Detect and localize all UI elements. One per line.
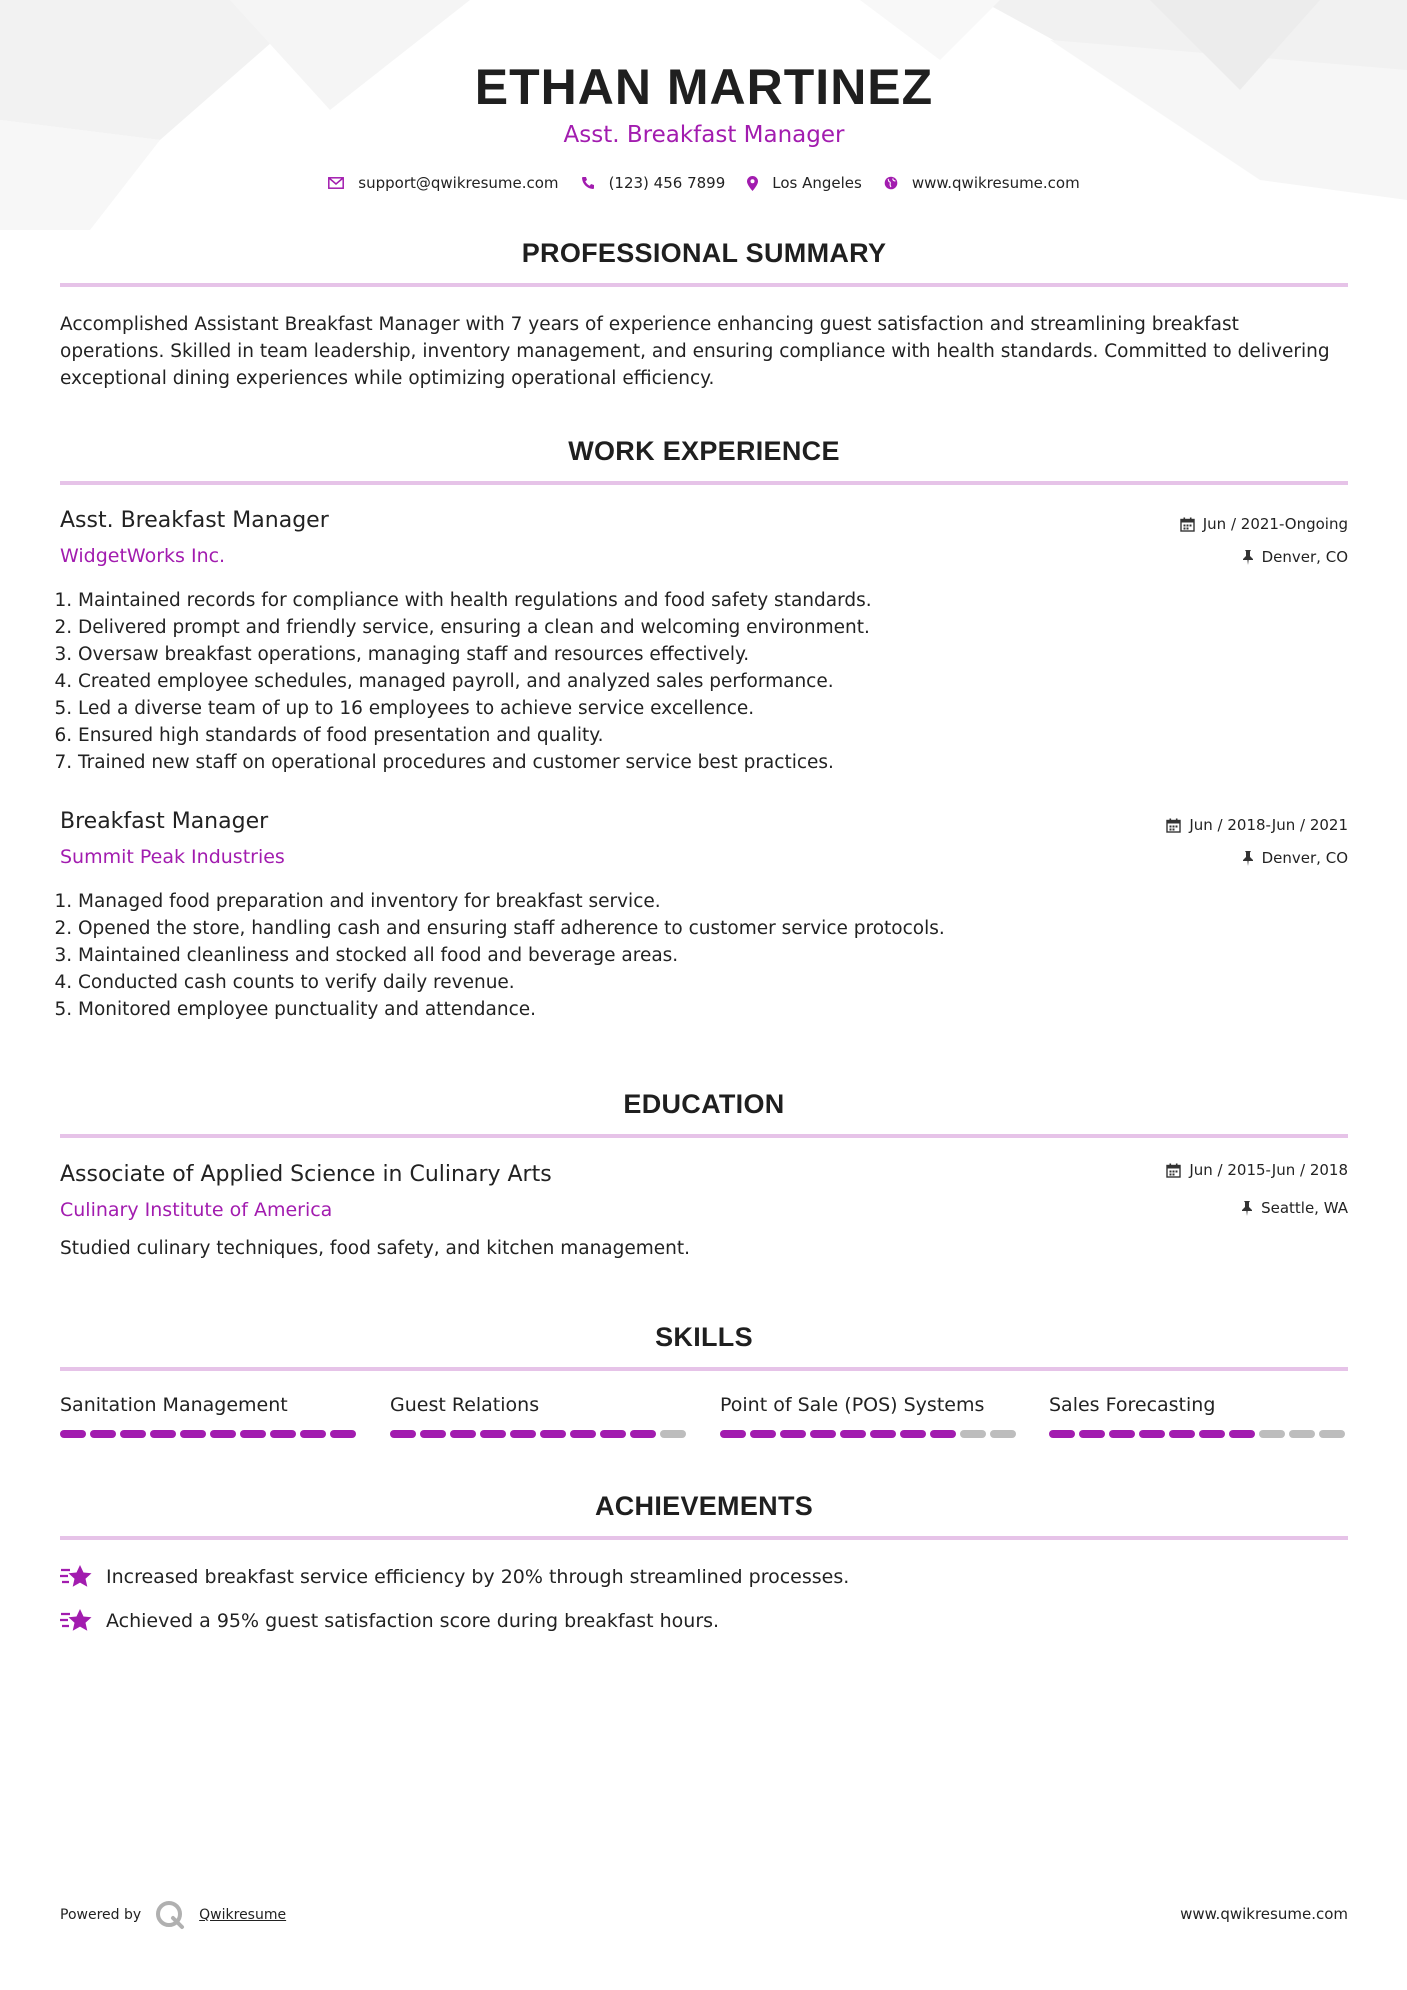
contact-location xyxy=(747,174,862,192)
map-pin-icon xyxy=(747,176,758,191)
skill-level-segment xyxy=(1199,1430,1225,1438)
degree-title: Associate of Applied Science in Culinary Arts xyxy=(60,1162,552,1187)
job-bullet: 6. Ensured high standards of food presentation and quality. xyxy=(78,722,1366,749)
skill-level-segment xyxy=(1169,1430,1195,1438)
skill-level-segment xyxy=(780,1430,806,1438)
skill-level-segment xyxy=(1109,1430,1135,1438)
job-bullets xyxy=(60,587,1366,776)
job-bullet: 1. Maintained records for compliance with health regulations and food safety standards. xyxy=(78,587,1366,614)
skill-level-segment xyxy=(1229,1430,1255,1438)
experience-heading: WORK EXPERIENCE xyxy=(568,436,840,466)
job-bullet: 3. Maintained cleanliness and stocked all food and beverage areas. xyxy=(78,942,1366,969)
candidate-role: Asst. Breakfast Manager xyxy=(563,122,845,148)
job-location xyxy=(1242,548,1348,566)
skill-item xyxy=(720,1394,1020,1438)
skill-level-segment xyxy=(1079,1430,1105,1438)
job-bullet: 4. Conducted cash counts to verify daily revenue. xyxy=(78,969,1366,996)
qwikresume-brand-link[interactable]: Qwikresume xyxy=(199,1907,287,1923)
experience-divider xyxy=(60,481,1348,485)
skill-level-segment xyxy=(210,1430,236,1438)
skill-level-segment xyxy=(720,1430,746,1438)
contact-phone-text: (123) 456 7899 xyxy=(608,174,726,192)
qwikresume-logo-icon xyxy=(155,1900,185,1930)
skill-level-segment xyxy=(600,1430,626,1438)
summary-heading: PROFESSIONAL SUMMARY xyxy=(521,238,887,268)
job-dates-text: Jun / 2018-Jun / 2021 xyxy=(1189,816,1348,834)
skill-level-segment xyxy=(1049,1430,1075,1438)
skill-level-segment xyxy=(1319,1430,1345,1438)
job-bullets xyxy=(60,888,1366,1023)
education-description: Studied culinary techniques, food safety, and kitchen management. xyxy=(60,1238,691,1259)
skill-level-segment xyxy=(990,1430,1016,1438)
skill-level-segment xyxy=(330,1430,356,1438)
contact-email[interactable] xyxy=(328,174,558,192)
pushpin-icon xyxy=(1242,851,1254,866)
star-icon xyxy=(60,1564,94,1590)
skill-level-segment xyxy=(630,1430,656,1438)
job-title: Asst. Breakfast Manager xyxy=(60,508,329,533)
skill-level-segment xyxy=(840,1430,866,1438)
job-bullet: 2. Opened the store, handling cash and ensuring staff adherence to customer service protocols. xyxy=(78,915,1366,942)
education-location-text: Seattle, WA xyxy=(1261,1199,1348,1217)
job-bullet: 7. Trained new staff on operational procedures and customer service best practices. xyxy=(78,749,1366,776)
skill-level-segment xyxy=(150,1430,176,1438)
skill-level-bar xyxy=(720,1430,1020,1438)
skill-item xyxy=(1049,1394,1349,1438)
skill-level-segment xyxy=(120,1430,146,1438)
skills-divider xyxy=(60,1367,1348,1371)
skill-level-segment xyxy=(960,1430,986,1438)
skill-level-segment xyxy=(900,1430,926,1438)
achievement-text: Achieved a 95% guest satisfaction score during breakfast hours. xyxy=(106,1610,720,1632)
skill-level-segment xyxy=(510,1430,536,1438)
achievements-divider xyxy=(60,1536,1348,1540)
skill-name: Sales Forecasting xyxy=(1049,1394,1216,1416)
skill-item xyxy=(60,1394,360,1438)
contact-location-text: Los Angeles xyxy=(772,174,862,192)
pushpin-icon xyxy=(1241,1201,1253,1216)
job-bullet: 5. Led a diverse team of up to 16 employees to achieve service excellence. xyxy=(78,695,1366,722)
skill-level-bar xyxy=(1049,1430,1349,1438)
job-location xyxy=(1242,849,1348,867)
education-heading: EDUCATION xyxy=(623,1089,785,1119)
contact-bar xyxy=(60,174,1348,192)
skill-name: Guest Relations xyxy=(390,1394,540,1416)
job-bullet: 1. Managed food preparation and inventory for breakfast service. xyxy=(78,888,1366,915)
achievements-heading: ACHIEVEMENTS xyxy=(594,1491,814,1521)
job-bullet: 3. Oversaw breakfast operations, managing staff and resources effectively. xyxy=(78,641,1366,668)
skill-level-segment xyxy=(1259,1430,1285,1438)
summary-text: Accomplished Assistant Breakfast Manager with 7 years of experience enhancing guest satisfaction and streamlining breakfast operations. Skilled in team leadership, inventory management, and ensuring compliance with health standards. Committed to delivering exceptional dining experiences while optimizing operational efficiency. xyxy=(60,314,1330,389)
skill-level-segment xyxy=(450,1430,476,1438)
powered-by-label: Powered by xyxy=(60,1907,142,1923)
skill-level-segment xyxy=(300,1430,326,1438)
job-location-text: Denver, CO xyxy=(1261,548,1348,566)
calendar-icon xyxy=(1166,818,1181,833)
skill-level-segment xyxy=(390,1430,416,1438)
skill-level-segment xyxy=(480,1430,506,1438)
star-icon xyxy=(60,1608,94,1634)
job-dates xyxy=(1180,515,1348,533)
education-dates-text: Jun / 2015-Jun / 2018 xyxy=(1189,1161,1348,1179)
skill-name: Sanitation Management xyxy=(60,1394,288,1416)
contact-phone[interactable] xyxy=(581,174,726,192)
skill-level-segment xyxy=(660,1430,686,1438)
skill-level-segment xyxy=(810,1430,836,1438)
skill-name: Point of Sale (POS) Systems xyxy=(720,1394,985,1416)
contact-website-text: www.qwikresume.com xyxy=(911,174,1080,192)
education-divider xyxy=(60,1134,1348,1138)
job-dates xyxy=(1166,816,1348,834)
skill-level-segment xyxy=(570,1430,596,1438)
job-company: WidgetWorks Inc. xyxy=(60,545,226,567)
calendar-icon xyxy=(1166,1163,1181,1178)
job-bullet: 4. Created employee schedules, managed payroll, and analyzed sales performance. xyxy=(78,668,1366,695)
job-title: Breakfast Manager xyxy=(60,809,269,834)
skill-level-segment xyxy=(60,1430,86,1438)
skill-level-segment xyxy=(1289,1430,1315,1438)
contact-website[interactable] xyxy=(884,174,1080,192)
education-location xyxy=(1241,1199,1348,1217)
contact-email-text: support@qwikresume.com xyxy=(358,174,559,192)
calendar-icon xyxy=(1180,517,1195,532)
skill-level-segment xyxy=(930,1430,956,1438)
globe-icon xyxy=(884,176,898,190)
job-bullet: 5. Monitored employee punctuality and attendance. xyxy=(78,996,1366,1023)
skill-level-bar xyxy=(60,1430,360,1438)
skill-level-segment xyxy=(870,1430,896,1438)
summary-divider xyxy=(60,283,1348,287)
skill-level-segment xyxy=(240,1430,266,1438)
achievement-item xyxy=(60,1608,719,1634)
skill-level-bar xyxy=(390,1430,690,1438)
skill-item xyxy=(390,1394,690,1438)
achievement-text: Increased breakfast service efficiency by 20% through streamlined processes. xyxy=(106,1566,850,1588)
skill-level-segment xyxy=(90,1430,116,1438)
skill-level-segment xyxy=(180,1430,206,1438)
skill-level-segment xyxy=(750,1430,776,1438)
footer-powered-by xyxy=(60,1900,286,1930)
school-name: Culinary Institute of America xyxy=(60,1199,333,1221)
phone-icon xyxy=(581,176,595,190)
education-dates xyxy=(1166,1161,1348,1179)
job-bullet: 2. Delivered prompt and friendly service, ensuring a clean and welcoming environment. xyxy=(78,614,1366,641)
skill-level-segment xyxy=(420,1430,446,1438)
skill-level-segment xyxy=(1139,1430,1165,1438)
job-company: Summit Peak Industries xyxy=(60,846,285,868)
skills-heading: SKILLS xyxy=(655,1322,753,1352)
job-location-text: Denver, CO xyxy=(1261,849,1348,867)
achievement-item xyxy=(60,1564,849,1590)
candidate-name: ETHAN MARTINEZ xyxy=(474,59,934,115)
envelope-icon xyxy=(328,177,344,189)
skill-level-segment xyxy=(540,1430,566,1438)
job-dates-text: Jun / 2021-Ongoing xyxy=(1202,515,1348,533)
pushpin-icon xyxy=(1242,550,1254,565)
skill-level-segment xyxy=(270,1430,296,1438)
footer-website[interactable]: www.qwikresume.com xyxy=(1180,1905,1348,1923)
